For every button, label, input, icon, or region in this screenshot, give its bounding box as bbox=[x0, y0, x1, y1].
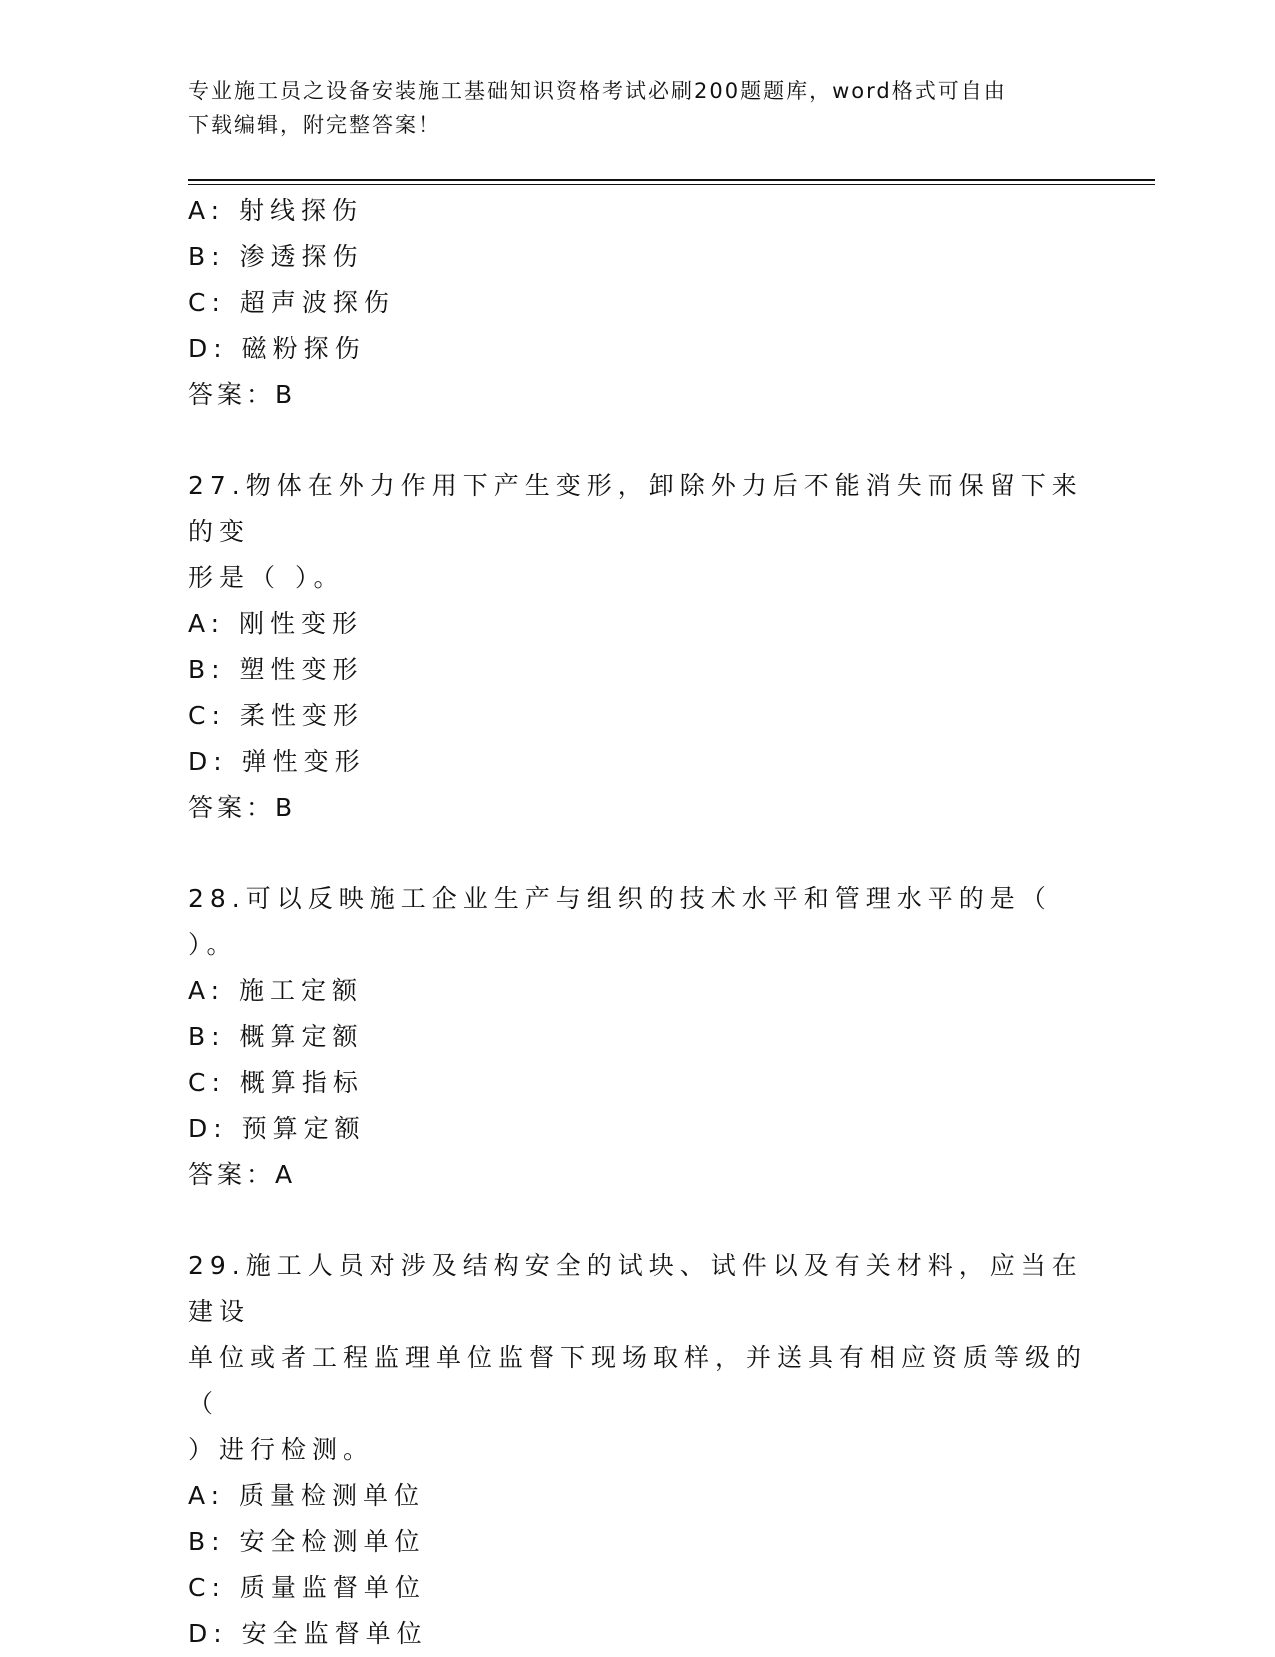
answer: 答案：A bbox=[188, 1160, 297, 1189]
header-divider-thick bbox=[188, 179, 1155, 181]
option-c: C: 超声波探伤 bbox=[188, 288, 395, 317]
spacer bbox=[188, 418, 1088, 463]
option-a: A: 施工定额 bbox=[188, 976, 364, 1005]
spacer bbox=[188, 831, 1088, 876]
question-line: 29.施工人员对涉及结构安全的试块、试件以及有关材料，应当在建设 bbox=[188, 1251, 1083, 1326]
option-d: D: 安全监督单位 bbox=[188, 1619, 428, 1648]
option-d: D: 磁粉探伤 bbox=[188, 334, 366, 363]
question-28-block bbox=[188, 876, 1088, 1198]
option-b: B: 安全检测单位 bbox=[188, 1527, 426, 1556]
option-a: A: 质量检测单位 bbox=[188, 1481, 426, 1510]
option-d: D: 弹性变形 bbox=[188, 747, 366, 776]
question-line: 27.物体在外力作用下产生变形，卸除外力后不能消失而保留下来的变 bbox=[188, 471, 1083, 546]
header-line-2: 下载编辑，附完整答案！ bbox=[188, 113, 441, 137]
answer: 答案：B bbox=[188, 793, 297, 822]
option-b: B: 渗透探伤 bbox=[188, 242, 364, 271]
option-b: B: 塑性变形 bbox=[188, 655, 364, 684]
question-26-block bbox=[188, 188, 1088, 418]
question-line: 28.可以反映施工企业生产与组织的技术水平和管理水平的是（ ）。 bbox=[188, 884, 1052, 959]
question-line: 单位或者工程监理单位监督下现场取样，并送具有相应资质等级的（ bbox=[188, 1343, 1088, 1418]
question-list bbox=[188, 188, 1088, 1657]
option-c: C: 质量监督单位 bbox=[188, 1573, 426, 1602]
question-line: 形是（ ）。 bbox=[188, 563, 345, 592]
header-divider-thin bbox=[188, 184, 1155, 185]
spacer bbox=[188, 1198, 1088, 1243]
option-c: C: 柔性变形 bbox=[188, 701, 364, 730]
answer: 答案：B bbox=[188, 380, 297, 409]
question-27-block bbox=[188, 463, 1088, 831]
option-b: B: 概算定额 bbox=[188, 1022, 364, 1051]
header-line-1: 专业施工员之设备安装施工基础知识资格考试必刷200题题库，word格式可自由 bbox=[188, 79, 1007, 103]
question-29-block bbox=[188, 1243, 1088, 1657]
question-29-text bbox=[188, 1243, 1088, 1473]
option-d: D: 预算定额 bbox=[188, 1114, 366, 1143]
question-28-text bbox=[188, 876, 1088, 968]
option-a: A: 刚性变形 bbox=[188, 609, 364, 638]
question-line: ）进行检测。 bbox=[188, 1435, 375, 1464]
option-a: A: 射线探伤 bbox=[188, 196, 364, 225]
question-27-text bbox=[188, 463, 1088, 601]
option-c: C: 概算指标 bbox=[188, 1068, 364, 1097]
document-header bbox=[188, 74, 1088, 142]
